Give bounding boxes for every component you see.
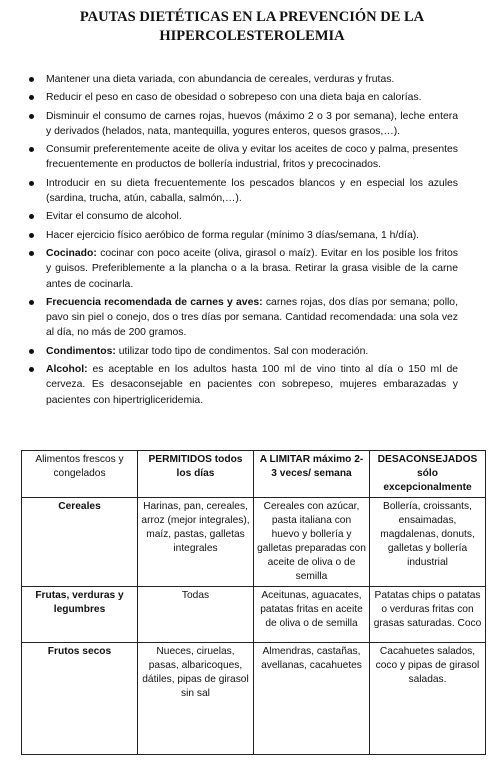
cell-permitidos: Todas xyxy=(138,587,254,643)
cell-limitar: Cereales con azúcar, pasta italiana con huevo y bollería y galletas preparadas con aceite de oliva o de semilla xyxy=(254,498,370,587)
bullet-icon xyxy=(29,349,34,354)
item-text: Evitar el consumo de alcohol. xyxy=(46,211,182,223)
list-item xyxy=(46,228,458,243)
item-text: Introducir en su dieta frecuentemente los pescados blancos y en especial los azules (sardina, trucha, atún, caballa, salmón,…). xyxy=(46,177,458,205)
list-item xyxy=(46,109,458,140)
item-text: Mantener una dieta variada, con abundancia de cereales, verduras y frutas. xyxy=(46,74,395,85)
cell-desaconsejados: Patatas chips o patatas o verduras fritas con grasas saturadas. Coco xyxy=(370,587,486,643)
cell-permitidos: Harinas, pan, cereales, arroz (mejor integrales), maíz, pastas, galletas integrales xyxy=(138,498,254,587)
bullet-icon xyxy=(29,114,34,119)
item-text: cocinar con poco aceite (oliva, girasol o maíz). Evitar en los posible los fritos y guisos. Preferiblemente a la plancha o a la brasa. Retirar la grasa visible de la carne antes de cocinarla. xyxy=(46,247,458,290)
item-label: Condimentos: xyxy=(46,345,116,357)
row-category: Cereales xyxy=(22,498,138,587)
page-title xyxy=(0,8,504,46)
food-table xyxy=(21,450,486,755)
title-line-1: PAUTAS DIETÉTICAS EN LA PREVENCIÓN DE LA xyxy=(79,9,425,25)
header-alimentos: Alimentos frescos y congelados xyxy=(22,451,138,498)
table-row xyxy=(22,498,486,587)
list-item xyxy=(46,72,458,87)
header-desaconsejados: DESACONSEJADOS sólo excepcionalmente xyxy=(370,451,486,498)
bullet-icon xyxy=(29,367,34,372)
item-text: carnes rojas, dos días por semana; pollo, pavo sin piel o conejo, dos o tres días por semana. Cantidad recomendada: una sola vez al día, no más de 200 gramos. xyxy=(46,296,458,339)
list-item xyxy=(46,90,458,105)
bullet-icon xyxy=(29,77,34,82)
item-label: Cocinado: xyxy=(46,247,97,259)
table-header-row xyxy=(22,451,486,498)
row-category: Frutos secos xyxy=(22,643,138,755)
list-item xyxy=(46,362,458,408)
list-item xyxy=(46,142,458,173)
cell-desaconsejados: Bollería, croissants, ensaimadas, magdalenas, donuts, galletas y bollería industrial xyxy=(370,498,486,587)
bullet-icon xyxy=(29,147,34,152)
item-text: Reducir el peso en caso de obesidad o sobrepeso con una dieta baja en calorías. xyxy=(46,92,422,104)
item-text: Hacer ejercicio físico aeróbico de forma regular (mínimo 3 días/semana, 1 h/día). xyxy=(46,229,420,241)
item-label: Alcohol: xyxy=(46,364,88,376)
bullet-icon xyxy=(29,233,34,238)
list-item xyxy=(46,344,458,359)
item-text: utilizar todo tipo de condimentos. Sal con moderación. xyxy=(115,345,369,357)
list-item xyxy=(46,176,458,207)
bullet-icon xyxy=(29,214,34,219)
cell-limitar: Almendras, castañas, avellanas, cacahuetes xyxy=(254,643,370,755)
item-text: es aceptable en los adultos hasta 100 ml de vino tinto al día o 150 ml de cerveza. Es desaconsejable en pacientes con sobrepeso, mujeres embarazadas y pacientes con hipertrigliceridemia. xyxy=(46,364,458,406)
diet-guidelines-list xyxy=(46,72,458,411)
bullet-icon xyxy=(29,181,34,186)
bullet-icon xyxy=(29,95,34,100)
table-row xyxy=(22,587,486,643)
row-category: Frutas, verduras y legumbres xyxy=(22,587,138,643)
header-permitidos: PERMITIDOS todos los días xyxy=(138,451,254,498)
item-text: Disminuir el consumo de carnes rojas, huevos (máximo 2 o 3 por semana), leche entera y derivados (helados, nata, mantequilla, yogures enteros, quesos grasos,…). xyxy=(46,110,458,137)
cell-desaconsejados: Cacahuetes salados, coco y pipas de girasol saladas. xyxy=(370,643,486,755)
bullet-icon xyxy=(29,300,34,305)
list-item xyxy=(46,246,458,292)
list-item xyxy=(46,209,458,224)
list-item xyxy=(46,295,458,341)
item-label: Frecuencia recomendada de carnes y aves: xyxy=(46,296,263,308)
table-row xyxy=(22,643,486,755)
bullet-icon xyxy=(29,251,34,256)
header-limitar: A LIMITAR máximo 2-3 veces/ semana xyxy=(254,451,370,498)
cell-permitidos: Nueces, ciruelas, pasas, albaricoques, dátiles, pipas de girasol sin sal xyxy=(138,643,254,755)
title-line-2: HIPERCOLESTEROLEMIA xyxy=(159,28,345,44)
cell-limitar: Aceitunas, aguacates, patatas fritas en aceite de oliva o de semilla xyxy=(254,587,370,643)
item-text: Consumir preferentemente aceite de oliva y evitar los aceites de coco y palma, presentes frecuentemente en productos de bollería industrial, fritos y precocinados. xyxy=(46,144,458,171)
